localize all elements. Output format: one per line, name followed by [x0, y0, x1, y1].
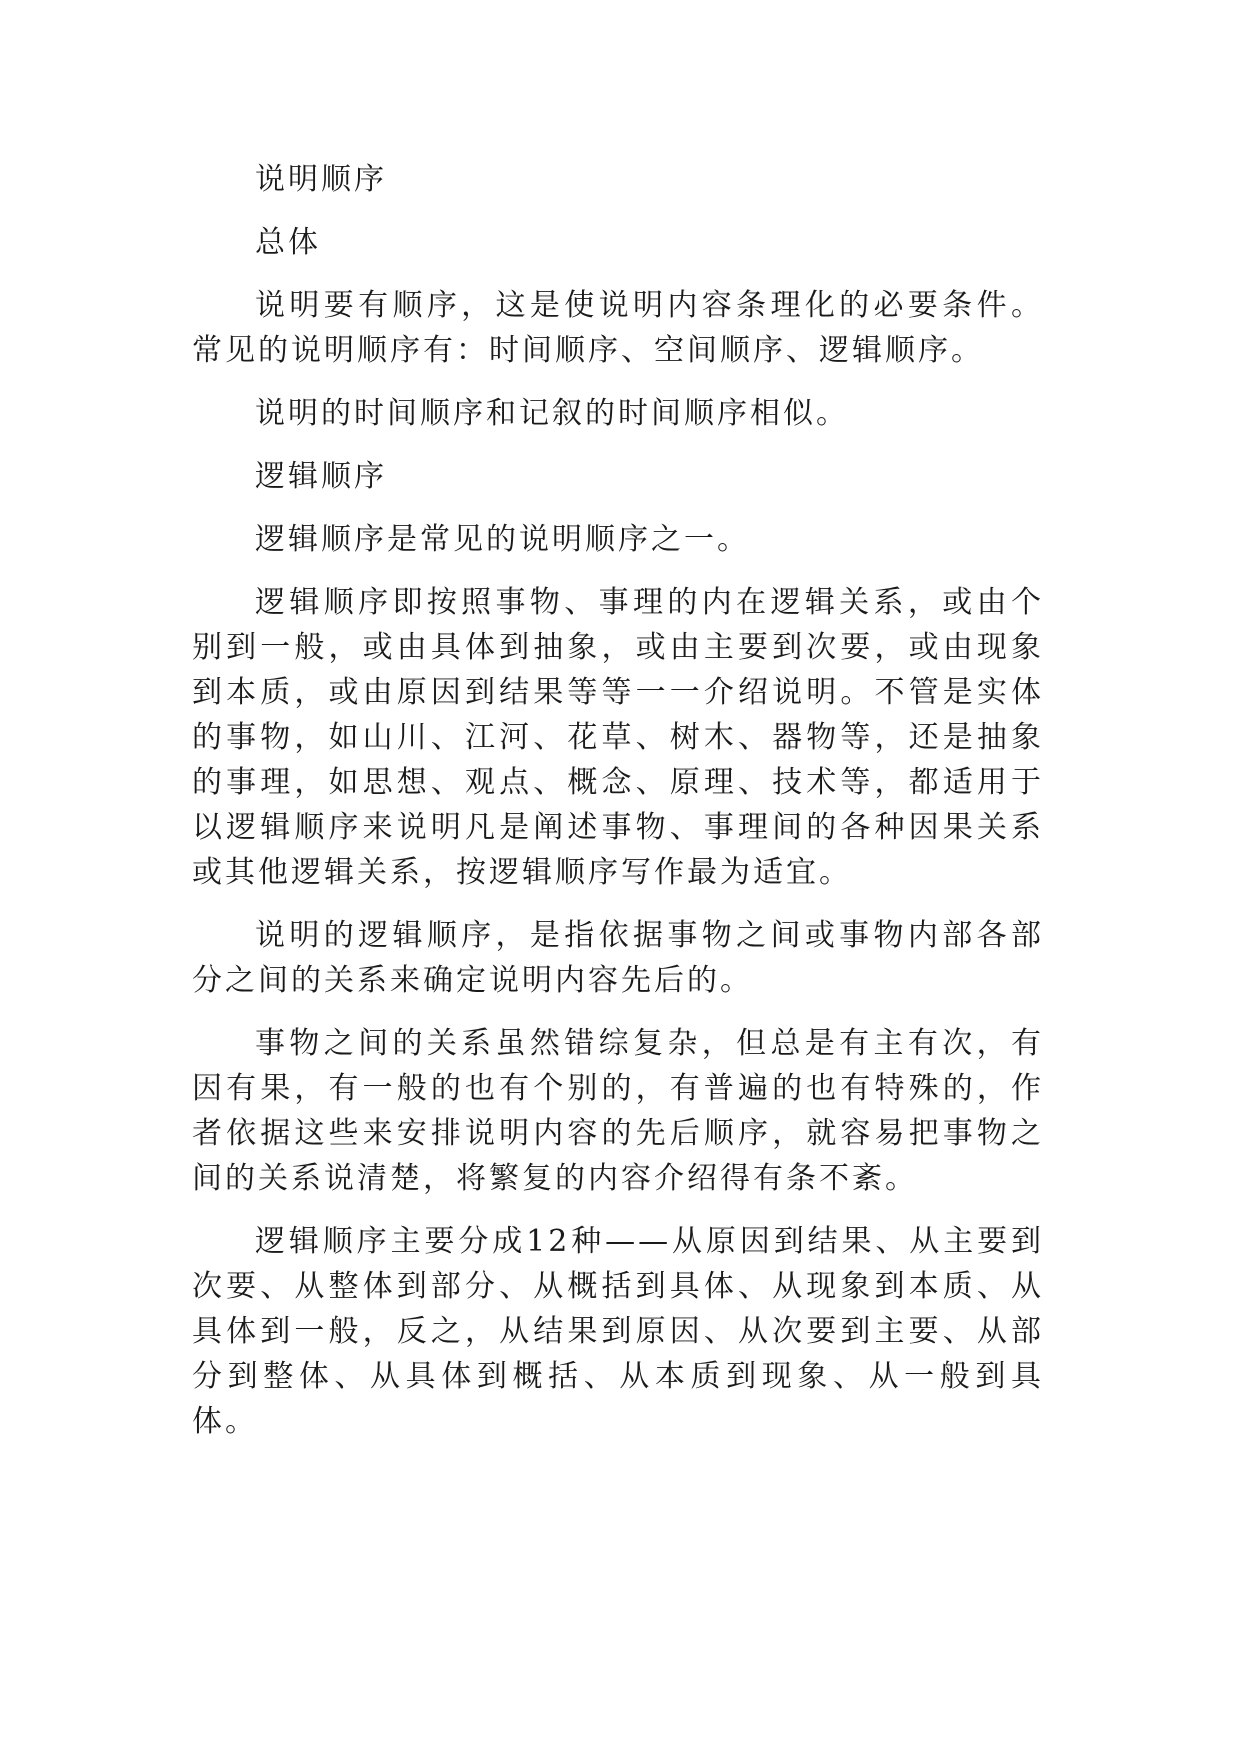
heading-overview: 总体 — [255, 225, 321, 260]
document-body — [192, 157, 1044, 1462]
paragraph-relationships: 事物之间的关系虽然错综复杂，但总是有主有次，有因有果，有一般的也有个别的，有普遍的也有特殊的，作者依据这些来安排说明内容的先后顺序，就容易把事物之间的关系说清楚，将繁复的内容介绍得有条不紊。 — [192, 1026, 1044, 1196]
paragraph-order-intro: 说明要有顺序，这是使说明内容条理化的必要条件。常见的说明顺序有：时间顺序、空间顺序、逻辑顺序。 — [192, 288, 1044, 368]
paragraph-logical-common: 逻辑顺序是常见的说明顺序之一。 — [255, 522, 750, 557]
paragraph-logical-definition: 逻辑顺序即按照事物、事理的内在逻辑关系，或由个别到一般，或由具体到抽象，或由主要到次要，或由现象到本质，或由原因到结果等等一一介绍说明。不管是实体的事物，如山川、江河、花草、树木、器物等，还是抽象的事理，如思想、观点、概念、原理、技术等，都适用于以逻辑顺序来说明凡是阐述事物、事理间的各种因果关系或其他逻辑关系，按逻辑顺序写作最为适宜。 — [192, 585, 1044, 890]
paragraph-twelve-types: 逻辑顺序主要分成12种——从原因到结果、从主要到次要、从整体到部分、从概括到具体、从现象到本质、从具体到一般，反之，从结果到原因、从次要到主要、从部分到整体、从具体到概括、从本质到现象、从一般到具体。 — [192, 1224, 1044, 1439]
heading-logical-order: 逻辑顺序 — [255, 459, 387, 494]
heading-explanation-order: 说明顺序 — [255, 162, 387, 197]
paragraph-time-order: 说明的时间顺序和记叙的时间顺序相似。 — [255, 396, 849, 431]
paragraph-logical-basis: 说明的逻辑顺序，是指依据事物之间或事物内部各部分之间的关系来确定说明内容先后的。 — [192, 918, 1044, 998]
